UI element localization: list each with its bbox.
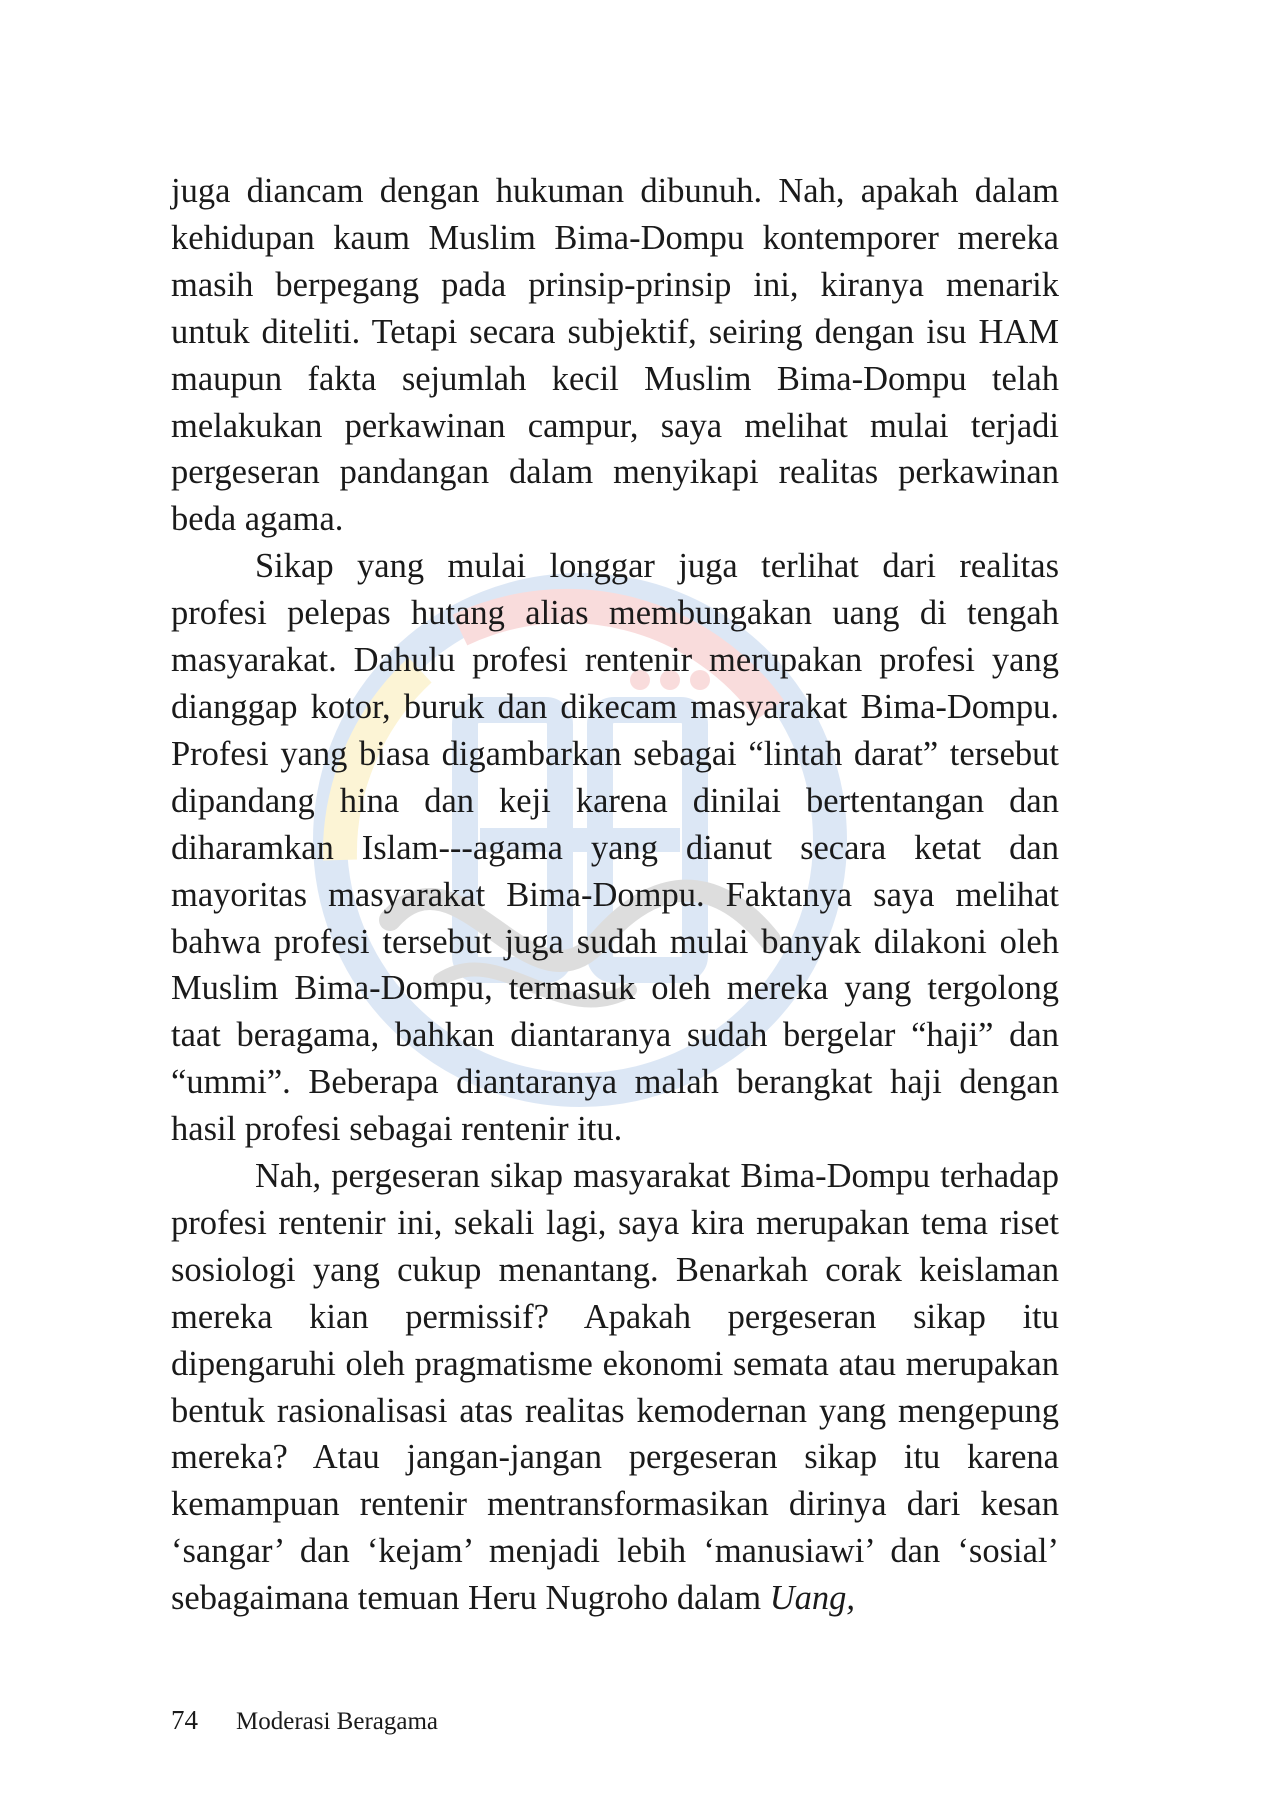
- body-text: [171, 168, 1059, 1622]
- running-title: Moderasi Beragama: [236, 1708, 439, 1735]
- page-number: 74: [171, 1705, 198, 1735]
- page-footer: [171, 1704, 438, 1738]
- paragraph-3: [171, 1153, 1059, 1622]
- book-title-italic: Uang,: [769, 1579, 856, 1618]
- paragraph-2: Sikap yang mulai longgar juga terlihat dari realitas profesi pelepas hutang alias membungakan uang di tengah masyarakat. Dahulu profesi rentenir merupakan profesi yang dianggap kotor, buruk dan dikecam masyarakat Bima-Dompu. Profesi yang biasa digambarkan sebagai “lintah darat” tersebut dipandang hina dan keji karena dinilai bertentangan dan diharamkan Islam---agama yang dianut secara ketat dan mayoritas masyarakat Bima-Dompu. Faktanya saya melihat bahwa profesi tersebut juga sudah mulai banyak dilakoni oleh Muslim Bima-Dompu, termasuk oleh mereka yang tergolong taat beragama, bahkan diantaranya sudah bergelar “haji” dan “ummi”. Beberapa diantaranya malah berangkat haji dengan hasil profesi sebagai rentenir itu.: [171, 547, 1059, 1149]
- paragraph-3-text: Nah, pergeseran sikap masyarakat Bima-Dompu terhadap profesi rentenir ini, sekali lagi, saya kira merupakan tema riset sosiologi yang cukup menantang. Benarkah corak keislaman mereka kian permissif? Apakah pergeseran sikap itu dipengaruhi oleh pragmatisme ekonomi semata atau merupakan bentuk rasionalisasi atas realitas kemodernan yang mengepung mereka? Atau jangan-jangan pergeseran sikap itu karena kemampuan rentenir mentransformasikan dirinya dari kesan ‘sangar’ dan ‘kejam’ menjadi lebih ‘manusiawi’ dan ‘sosial’ sebagaimana temuan Heru Nugroho dalam: [171, 1157, 1059, 1618]
- paragraph-1: juga diancam dengan hukuman dibunuh. Nah, apakah dalam kehidupan kaum Muslim Bima-Dompu kontemporer mereka masih berpegang pada prinsip-prinsip ini, kiranya menarik untuk diteliti. Tetapi secara subjektif, seiring dengan isu HAM maupun fakta sejumlah kecil Muslim Bima-Dompu telah melakukan perkawinan campur, saya melihat mulai terjadi pergeseran pandangan dalam menyikapi realitas perkawinan beda agama.: [171, 172, 1059, 539]
